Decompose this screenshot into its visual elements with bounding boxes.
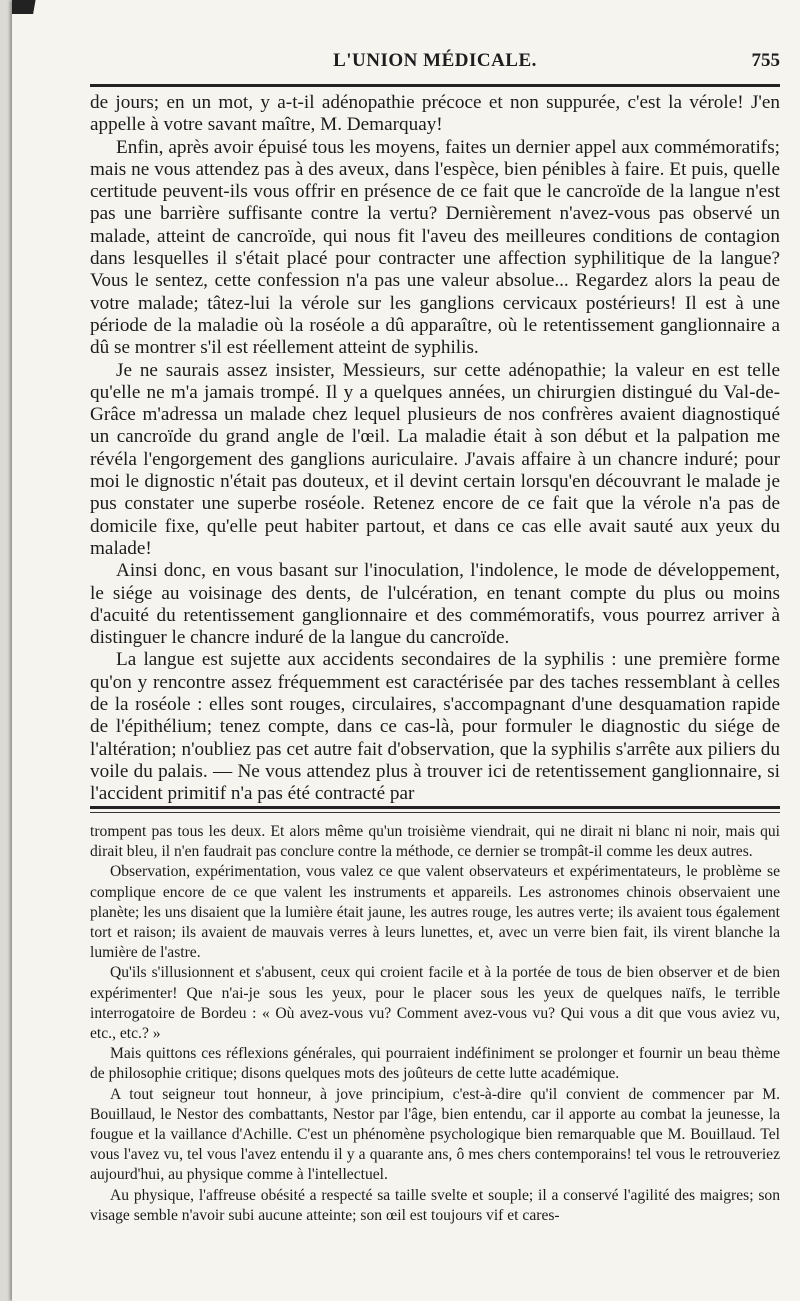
journal-title: L'UNION MÉDICALE.	[333, 50, 537, 71]
header-rule	[90, 84, 780, 87]
feuilleton-paragraph: Observation, expérimentation, vous valez ce que valent observateurs et expérimentateurs, le problème se complique encore de ce que valent les instruments et appareils. Les astronomes chinois observaient une planète; les uns disaient que la lumière était jaune, les autres rouge, les autres verte; ils avaient tous également tort et raison; ils avaient de mauvais verres à leurs lunettes, et, avec un verre bien fait, ils virent blanche la lumière de l'astre.	[90, 863, 780, 962]
feuilleton-paragraph: A tout seigneur tout honneur, à jove principium, c'est-à-dire qu'il convient de commencer par M. Bouillaud, le Nestor des combattants, Nestor par l'âge, bien entendu, car il apporte au combat la jeunesse, la fougue et la vaillance d'Achille. C'est un phénomène psychologique bien remarquable que M. Bouillaud. Tel vous l'avez vu, tel vous l'avez entendu il y a quarante ans, ô mes chers contemporains! tel vous le retrouveriez aujourd'hui, au physique comme à l'intellectuel.	[90, 1085, 780, 1184]
feuilleton-paragraph: Mais quittons ces réflexions générales, qui pourraient indéfiniment se prolonger et fournir un beau thème de philosophie critique; disons quelques mots des joûteurs de cette lutte académique.	[90, 1045, 780, 1083]
main-article	[90, 92, 780, 806]
running-header	[90, 50, 780, 80]
feuilleton-column	[90, 822, 780, 1226]
newspaper-page	[12, 0, 800, 1301]
feuilleton-paragraph: Qu'ils s'illusionnent et s'abusent, ceux qui croient facile et à la portée de tous de bien observer et de bien expérimenter! Que n'ai-je sous les yeux, pour le placer sous les yeux de quelques naïfs, le terrible interrogatoire de Bordeu : « Où avez-vous vu? Comment avez-vous vu? Qui vous a dit que vous aviez vu, etc., etc.? »	[90, 964, 780, 1043]
feuilleton-rule-bottom	[90, 812, 780, 813]
main-paragraph: La langue est sujette aux accidents secondaires de la syphilis : une première forme qu'on y rencontre assez fréquemment est caractérisée par des taches ressemblant à celles de la roséole : elles sont rouges, circulaires, s'accompagnant d'une desquamation rapide de l'épithélium; tenez compte, dans ce cas-là, pour formuler le diagnostic du siége de l'altération; n'oubliez pas cet autre fait d'observation, que la syphilis s'arrête aux piliers du voile du palais. — Ne vous attendez plus à trouver ici de retentissement ganglionnaire, si l'accident primitif n'a pas été contracté par	[90, 649, 780, 805]
main-paragraph: de jours; en un mot, y a-t-il adénopathie précoce et non suppurée, c'est la vérole! J'en appelle à votre savant maître, M. Demarquay!	[90, 92, 780, 136]
feuilleton-rule-top	[90, 806, 780, 809]
main-paragraph: Ainsi donc, en vous basant sur l'inoculation, l'indolence, le mode de développement, le siége au voisinage des dents, de l'ulcération, en tenant compte du plus ou moins d'acuité du retentissement ganglionnaire et des commémoratifs, vous pourrez arriver à distinguer le chancre induré de la langue du cancroïde.	[90, 560, 780, 649]
feuilleton-paragraph: Au physique, l'affreuse obésité a respecté sa taille svelte et souple; il a conservé l'agilité des maigres; son visage semble n'avoir subi aucune atteinte; son œil est toujours vif et cares-	[90, 1186, 780, 1224]
main-paragraph: Enfin, après avoir épuisé tous les moyens, faites un dernier appel aux commémoratifs; mais ne vous attendez pas à des aveux, dans l'espèce, bien pénibles à faire. Et puis, quelle certitude peuvent-ils vous offrir en présence de ce fait que le cancroïde de la langue n'est pas une barrière suffisante contre la vertu? Dernièrement n'avez-vous pas observé un malade, atteint de cancroïde, qui nous fit l'aveu des meilleures conditions de contagion dans lesquelles il s'était placé pour contracter une affection syphilitique de la langue? Vous le sentez, cette confession n'a pas une valeur absolue... Regardez alors la peau de votre malade; tâtez-lui la vérole sur les ganglions cervicaux postérieurs! Il est à une période de la maladie où la roséole a dû apparaître, où le retentissement ganglionnaire a dû se montrer s'il est réellement atteint de syphilis.	[90, 136, 780, 359]
main-paragraph: Je ne saurais assez insister, Messieurs, sur cette adénopathie; la valeur en est telle qu'elle ne m'a jamais trompé. Il y a quelques années, un chirurgien distingué du Val-de-Grâce m'adressa un malade chez lequel plusieurs de nos confrères avaient diagnostiqué un cancroïde du grand angle de l'œil. La maladie était à son début et la palpation me révéla l'engorgement des ganglions auriculaire. J'avais affaire à un chancre induré; pour moi le dignostic n'était pas douteux, et il devint certain lorsqu'en découvrant le malade je pus constater une superbe roséole. Retenez encore de ce fait que la vérole n'a pas de domicile fixe, qu'elle peut habiter partout, et dans ce cas elle avait sauté aux yeux du malade!	[90, 359, 780, 559]
page-number: 755	[751, 50, 780, 71]
feuilleton-paragraph: trompent pas tous les deux. Et alors même qu'un troisième viendrait, qui ne dirait ni blanc ni noir, mais qui dirait bleu, il n'en faudrait pas conclure contre la méthode, ce dernier se trompât-il comme les deux autres.	[90, 823, 780, 861]
torn-corner	[12, 0, 52, 14]
